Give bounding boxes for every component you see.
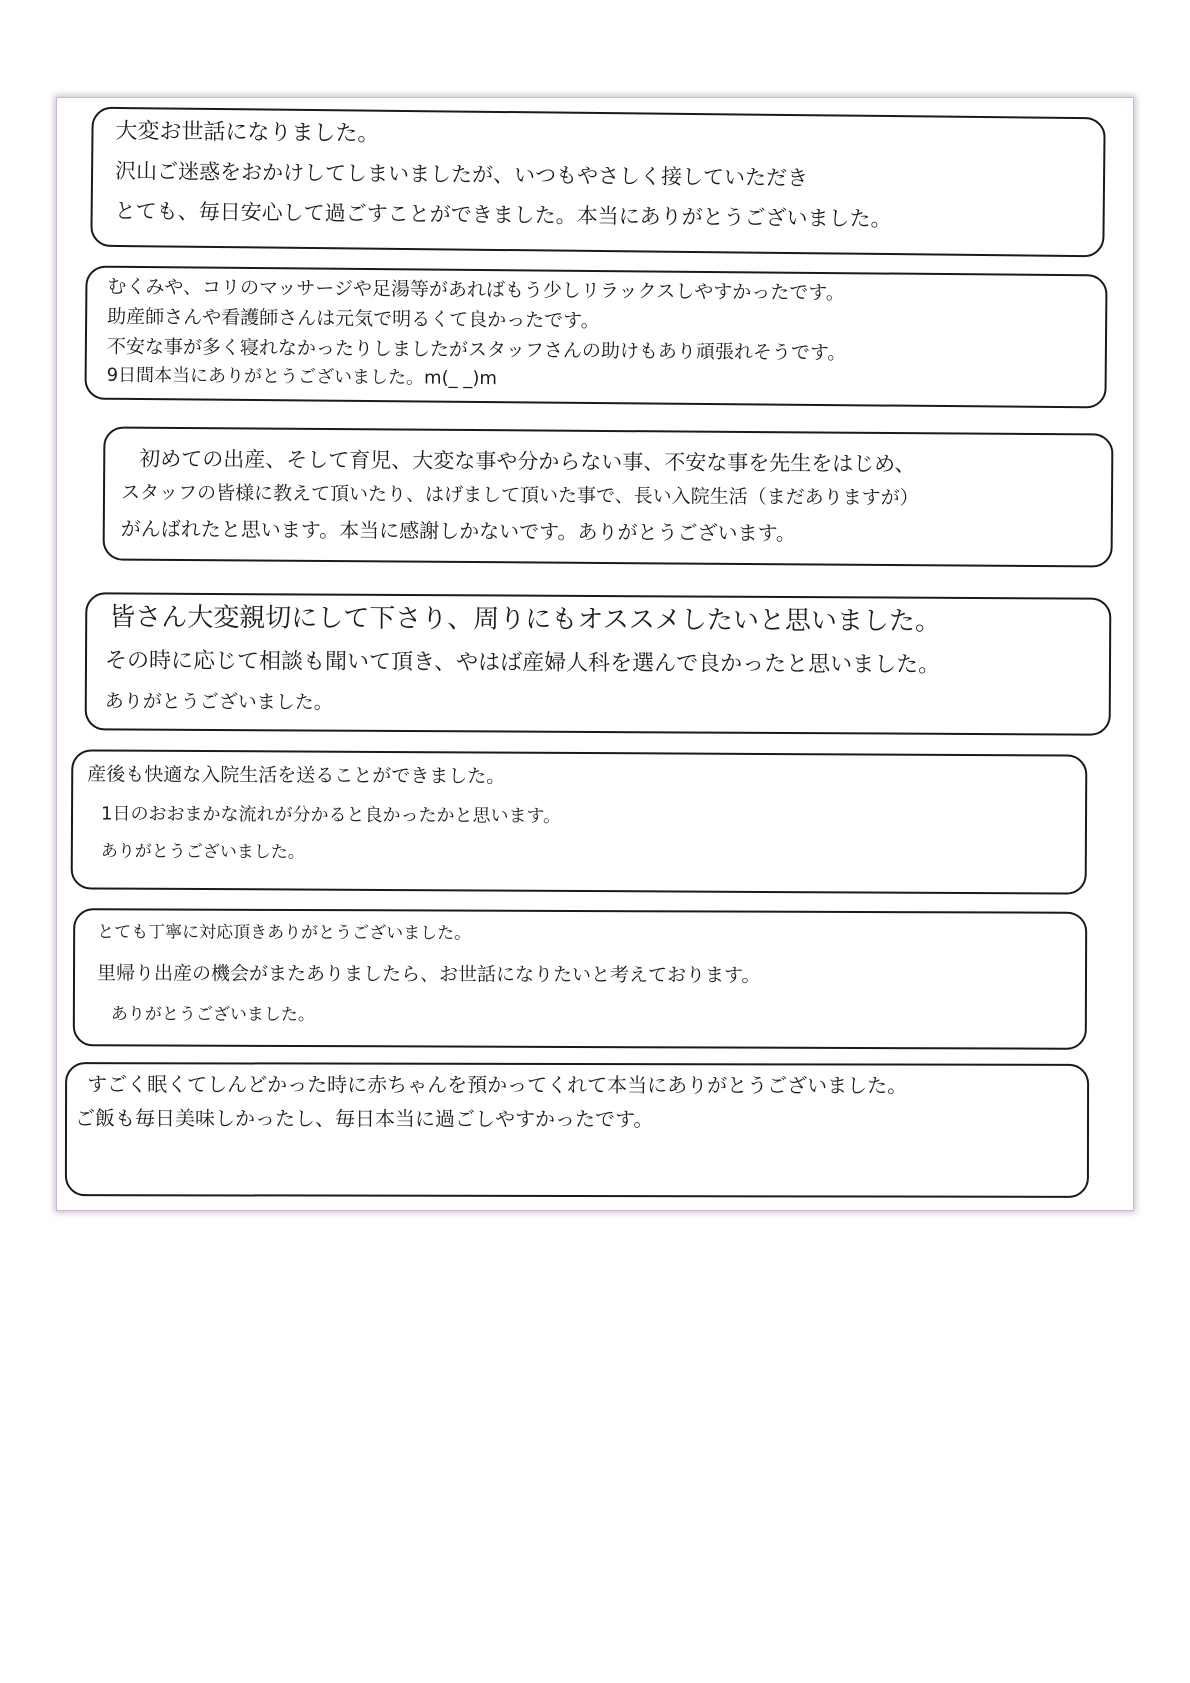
comment-line: むくみや、コリのマッサージや足湯等があればもう少しリラックスしやすかったです。 bbox=[107, 275, 845, 305]
comment-card-6 bbox=[73, 908, 1087, 1050]
comment-card-4 bbox=[85, 592, 1112, 735]
comment-card-1 bbox=[90, 107, 1105, 258]
comment-line: 初めての出産、そして育児、大変な事や分からない事、不安な事を先生をはじめ、 bbox=[139, 446, 916, 477]
comment-line: 里帰り出産の機会がまたありましたら、お世話になりたいと考えております。 bbox=[96, 962, 761, 987]
comment-card-7 bbox=[65, 1062, 1089, 1198]
comment-line: 沢山ご迷惑をおかけしてしまいましたが、いつもやさしく接していただき bbox=[114, 158, 809, 191]
comment-line: とても、毎日安心して過ごすことができました。本当にありがとうございました。 bbox=[114, 198, 892, 232]
comment-line: 皆さん大変親切にして下さり、周りにもオススメしたいと思いました。 bbox=[109, 602, 942, 637]
comment-line: 不安な事が多く寝れなかったりしましたがスタッフさんの助けもあり頑張れそうです。 bbox=[106, 335, 847, 365]
comment-line: スタッフの皆様に教えて頂いたり、はげまして頂いた事で、長い入院生活（まだありますが） bbox=[120, 481, 919, 510]
comment-card-2 bbox=[84, 266, 1107, 409]
comment-line: ありがとうございました。 bbox=[100, 841, 305, 863]
comment-line: がんばれたと思います。本当に感謝しかないです。ありがとうございます。 bbox=[120, 516, 797, 546]
comment-line: 9日間本当にありがとうございました。m(_ _)m bbox=[106, 364, 498, 390]
comment-line: 助産師さんや看護師さんは元気で明るくて良かったです。 bbox=[107, 305, 600, 333]
comment-card-3 bbox=[103, 426, 1114, 567]
comment-line: ご飯も毎日美味しかったし、毎日本当に過ごしやすかったです。 bbox=[74, 1106, 654, 1132]
comment-line: 1日のおおまかな流れが分かると良かったかと思います。 bbox=[100, 803, 562, 827]
comment-line: 大変お世話になりました。 bbox=[115, 118, 380, 147]
comment-line: ありがとうございました。 bbox=[110, 1004, 315, 1026]
comment-line: ありがとうございました。 bbox=[104, 690, 333, 714]
comment-line: 産後も快適な入院生活を送ることができました。 bbox=[87, 763, 506, 788]
comment-line: とても丁寧に対応頂きありがとうございました。 bbox=[97, 922, 472, 944]
comment-card-5 bbox=[71, 749, 1088, 894]
comment-line: その時に応じて相談も聞いて頂き、やはば産婦人科を選んで良かったと思いました。 bbox=[104, 648, 941, 678]
comment-line: すごく眠くてしんどかった時に赤ちゃんを預かってくれて本当にありがとうございました。 bbox=[87, 1072, 908, 1098]
comment-sheet bbox=[56, 97, 1134, 1211]
